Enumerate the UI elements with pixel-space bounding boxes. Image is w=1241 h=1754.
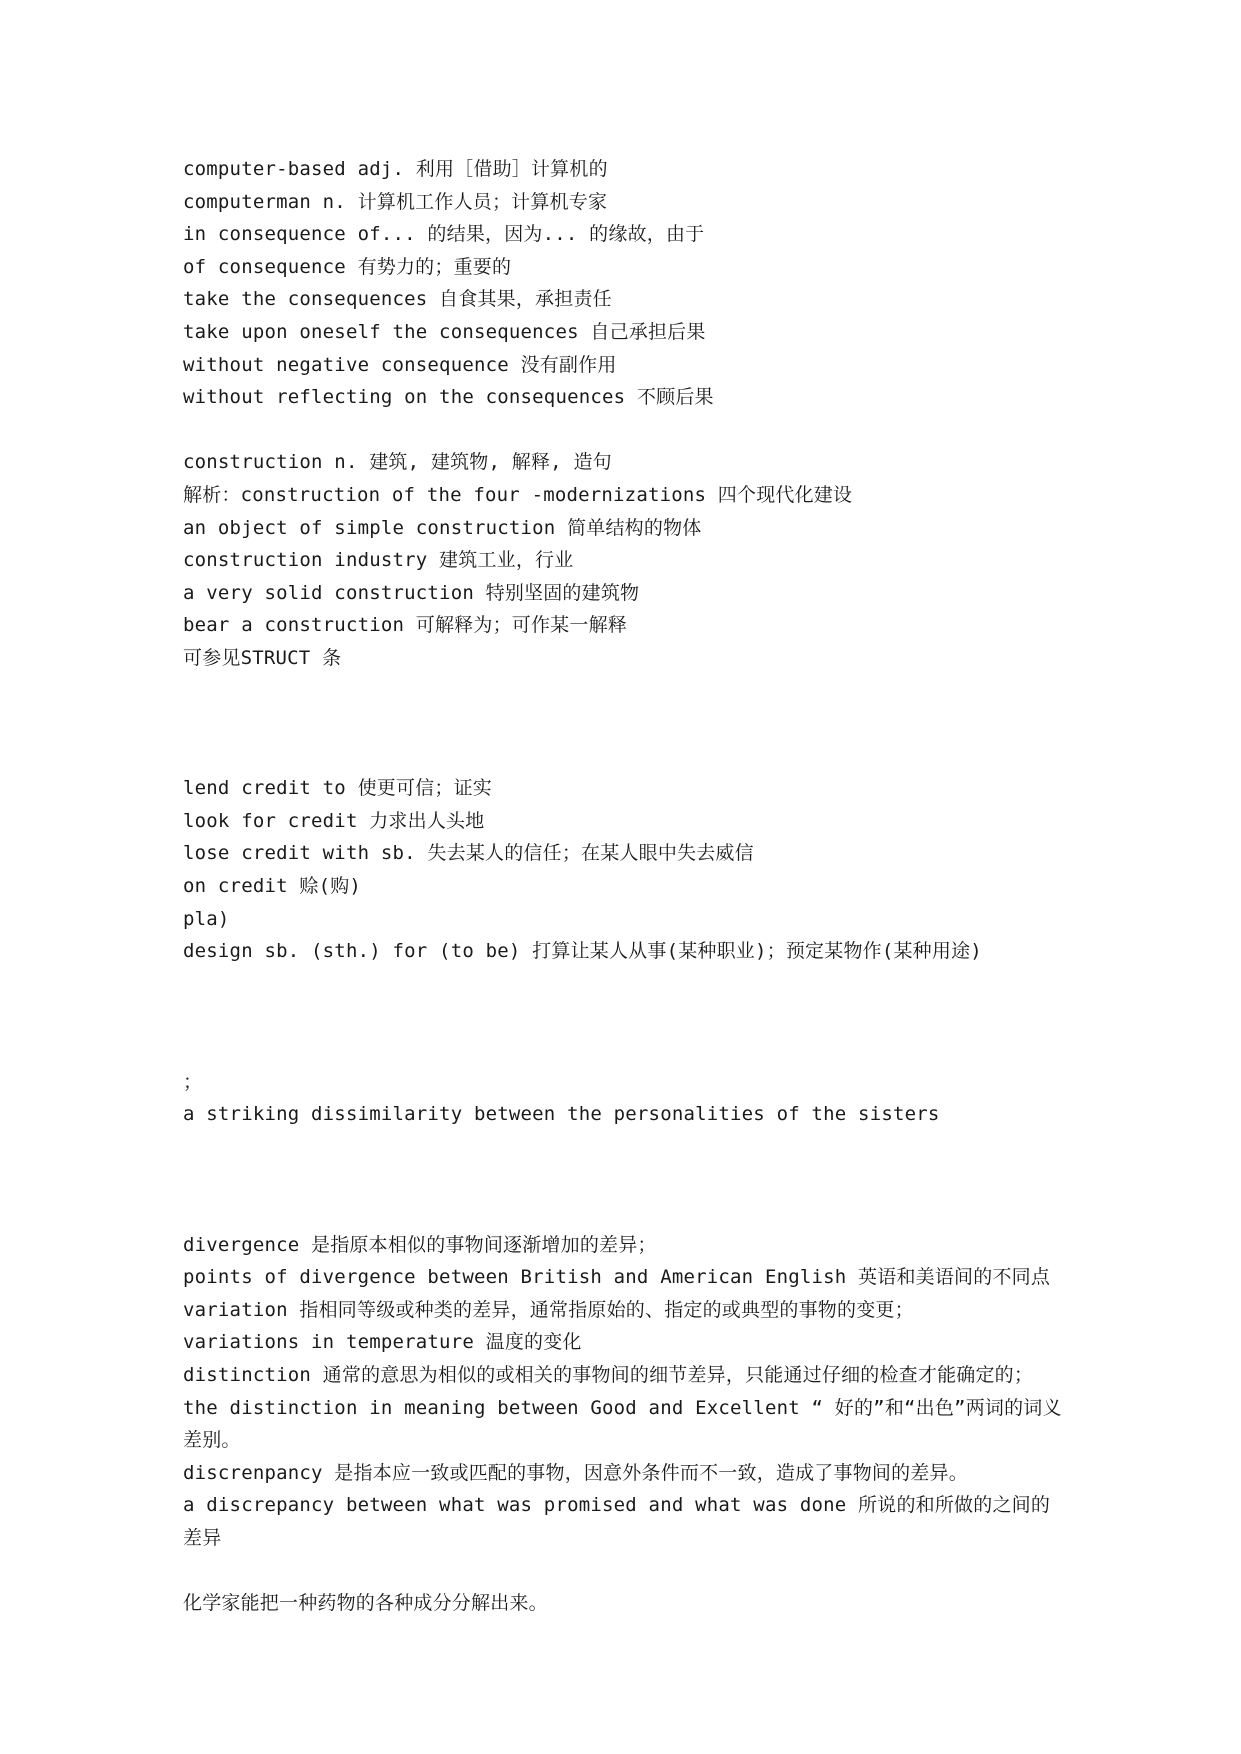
text-line: in consequence of... 的结果，因为... 的缘故，由于 — [183, 223, 705, 246]
blank-line — [183, 414, 1068, 447]
text-line: bear a construction 可解释为；可作某一解释 — [183, 614, 627, 637]
text-line: on credit 赊(购) — [183, 875, 362, 898]
text-line: the distinction in meaning between Good and Excellent “ 好的”和“出色”两词的词义差别。 — [183, 1396, 1062, 1452]
text-line: discrenpancy 是指本应一致或匹配的事物，因意外条件而不一致，造成了事物间的差异。 — [183, 1461, 968, 1484]
text-line: without negative consequence 没有副作用 — [183, 353, 617, 376]
text-line: a very solid construction 特别坚固的建筑物 — [183, 581, 640, 604]
text-line: variation 指相同等级或种类的差异，通常指原始的、指定的或典型的事物的变更； — [183, 1298, 914, 1321]
text-line: 解析：construction of the four -modernizations 四个现代化建设 — [183, 483, 853, 506]
entry-block-construction — [183, 446, 1068, 674]
text-line: variations in temperature 温度的变化 — [183, 1331, 582, 1354]
entry-block-credit — [183, 772, 1068, 968]
text-line: construction n. 建筑, 建筑物, 解释, 造句 — [183, 451, 612, 474]
blank-space — [183, 1131, 1068, 1229]
blank-line — [183, 1555, 1068, 1588]
text-line: take upon oneself the consequences 自己承担后果 — [183, 320, 706, 343]
text-line: computer-based adj. 利用［借助］计算机的 — [183, 158, 608, 180]
text-line: without reflecting on the consequences 不顾后果 — [183, 386, 714, 409]
entry-block-difference — [183, 1229, 1068, 1555]
blank-space — [183, 968, 1068, 1066]
text-line: lose credit with sb. 失去某人的信任；在某人眼中失去威信 — [183, 842, 754, 865]
text-line: pla) — [183, 907, 230, 930]
text-line: construction industry 建筑工业，行业 — [183, 549, 574, 572]
text-line: of consequence 有势力的；重要的 — [183, 255, 512, 278]
text-line: ； — [183, 1070, 203, 1093]
document-body — [183, 153, 1068, 1620]
entry-block-consequence — [183, 153, 1068, 414]
text-line: computerman n. 计算机工作人员；计算机专家 — [183, 190, 608, 213]
text-line: a discrepancy between what was promised and what was done 所说的和所做的之间的差异 — [183, 1494, 1051, 1549]
text-line: design sb. (sth.) for (to be) 打算让某人从事(某种职业)；预定某物作(某种用途) — [183, 940, 982, 963]
text-line: points of divergence between British and American English 英语和美语间的不同点 — [183, 1266, 1051, 1289]
text-line: lend credit to 使更可信；证实 — [183, 777, 492, 800]
blank-space — [183, 675, 1068, 773]
entry-block-chemist — [183, 1587, 1068, 1620]
text-line: take the consequences 自食其果，承担责任 — [183, 288, 612, 311]
text-line: a striking dissimilarity between the personalities of the sisters — [183, 1103, 940, 1126]
text-line: 化学家能把一种药物的各种成分分解出来。 — [183, 1592, 548, 1615]
text-line: divergence 是指原本相似的事物间逐渐增加的差异； — [183, 1233, 657, 1256]
text-line: an object of simple construction 简单结构的物体 — [183, 516, 702, 539]
text-line: distinction 通常的意思为相似的或相关的事物间的细节差异，只能通过仔细的检查才能确定的； — [183, 1364, 1034, 1387]
entry-block-dissimilarity — [183, 1066, 1068, 1131]
text-line: look for credit 力求出人头地 — [183, 809, 485, 832]
text-line: 可参见STRUCT 条 — [183, 646, 342, 669]
